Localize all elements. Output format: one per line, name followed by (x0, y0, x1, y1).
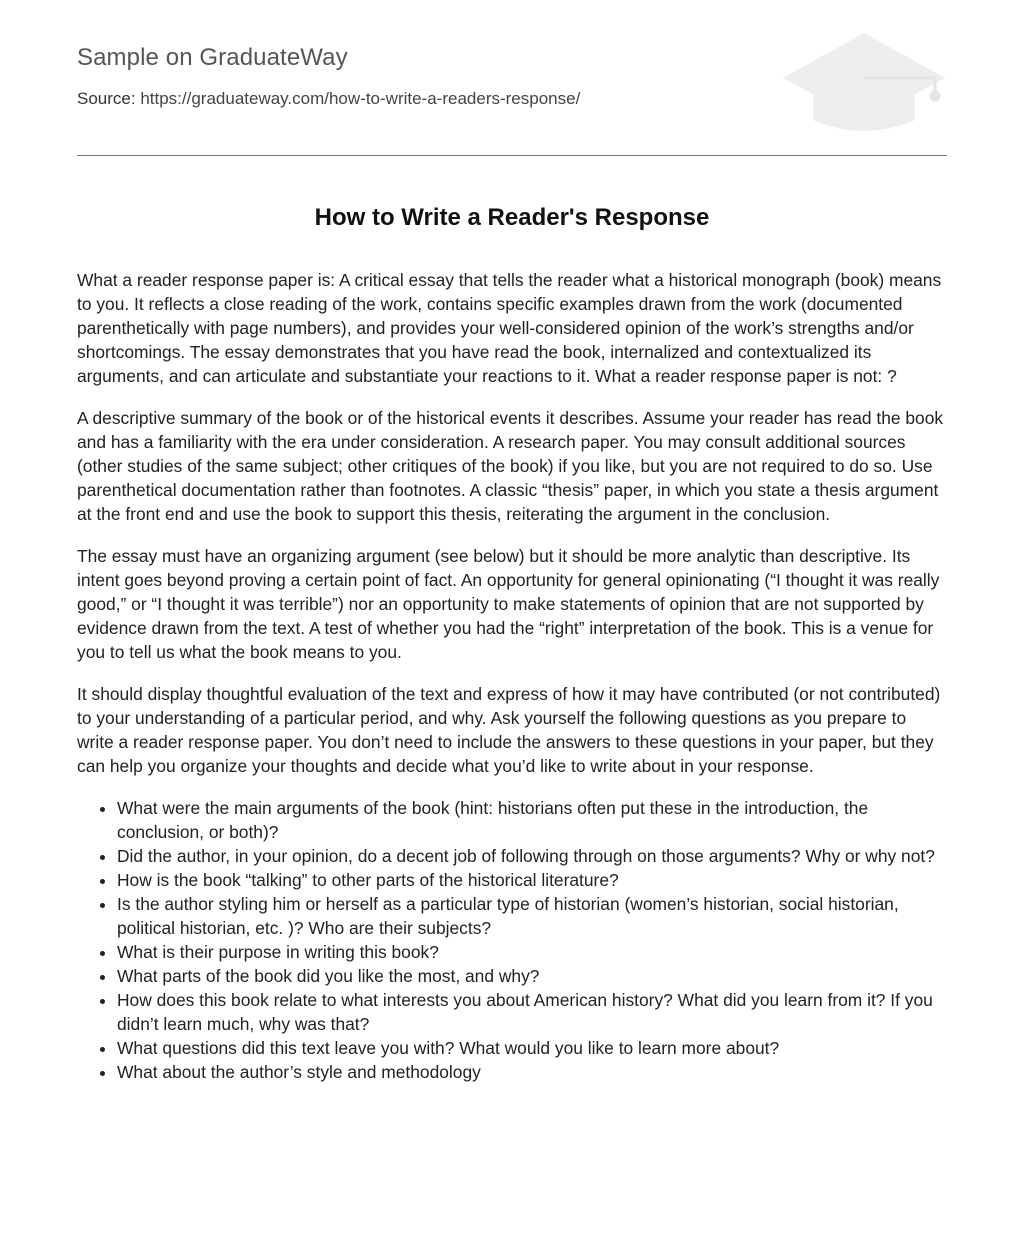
paragraph: It should display thoughtful evaluation of the text and express of how it may have contributed (or not contributed) to your understanding of a particular period, and why. Ask yourself the following questions as you prepare to write a reader response paper. You don’t need to include the answers to these questions in your paper, but they can help you organize your thoughts and decide what you’d like to write about in your response. (77, 684, 941, 776)
source-line (77, 89, 580, 109)
list-item: • What parts of the book did you like the most, and why? (117, 964, 947, 988)
source-link[interactable]: https://graduateway.com/how-to-write-a-readers-response/ (140, 89, 581, 108)
document-body (77, 268, 947, 1084)
paragraph: The essay must have an organizing argument (see below) but it should be more analytic than descriptive. Its intent goes beyond proving a certain point of fact. An opportunity for general opinionating (“I thought it was really good,” or “I thought it was terrible”) nor an opportunity to make statements of opinion that are not supported by evidence drawn from the text. A test of whether you had the “right” interpretation of the book. This is a venue for you to tell us what the book means to you. (77, 546, 940, 662)
list-item: • Did the author, in your opinion, do a decent job of following through on those arguments? Why or why not? (117, 844, 947, 868)
graduation-cap-icon (779, 28, 949, 136)
list-item: • What were the main arguments of the book (hint: historians often put these in the introduction, the conclusion, or both)? (117, 796, 947, 844)
list-item: • What about the author’s style and methodology (117, 1060, 947, 1084)
header-divider (77, 155, 947, 156)
page-header (77, 0, 947, 156)
paragraph: What a reader response paper is: A critical essay that tells the reader what a historical monograph (book) means to you. It reflects a close reading of the work, contains specific examples drawn from the work (documented parenthetically with page numbers), and provides your well-considered opinion of the work’s strengths and/or shortcomings. The essay demonstrates that you have read the book, internalized and contextualized its arguments, and can articulate and substantiate your reactions to it. What a reader response paper is not: ? (77, 270, 942, 386)
list-item: • Is the author styling him or herself as a particular type of historian (women’s historian, social historian, political historian, etc. )? Who are their subjects? (117, 892, 947, 940)
list-item: • What questions did this text leave you with? What would you like to learn more about? (117, 1036, 947, 1060)
list-item: • What is their purpose in writing this book? (117, 940, 947, 964)
paragraph: A descriptive summary of the book or of the historical events it describes. Assume your reader has read the book and has a familiarity with the era under consideration. A research paper. You may consult additional sources (other studies of the same subject; other critiques of the book) if you like, but you are not required to do so. Use parenthetical documentation rather than footnotes. A classic “thesis” paper, in which you state a thesis argument at the front end and use the book to support this thesis, reiterating the argument in the conclusion. (77, 408, 944, 524)
list-item: • How is the book “talking” to other parts of the historical literature? (117, 868, 947, 892)
question-list (77, 796, 947, 1084)
source-label: Source: (77, 89, 141, 108)
site-title: Sample on GraduateWay (77, 44, 348, 71)
document-title: How to Write a Reader's Response (314, 204, 710, 231)
list-item: • How does this book relate to what interests you about American history? What did you learn from it? If you didn’t learn much, why was that? (117, 988, 947, 1036)
